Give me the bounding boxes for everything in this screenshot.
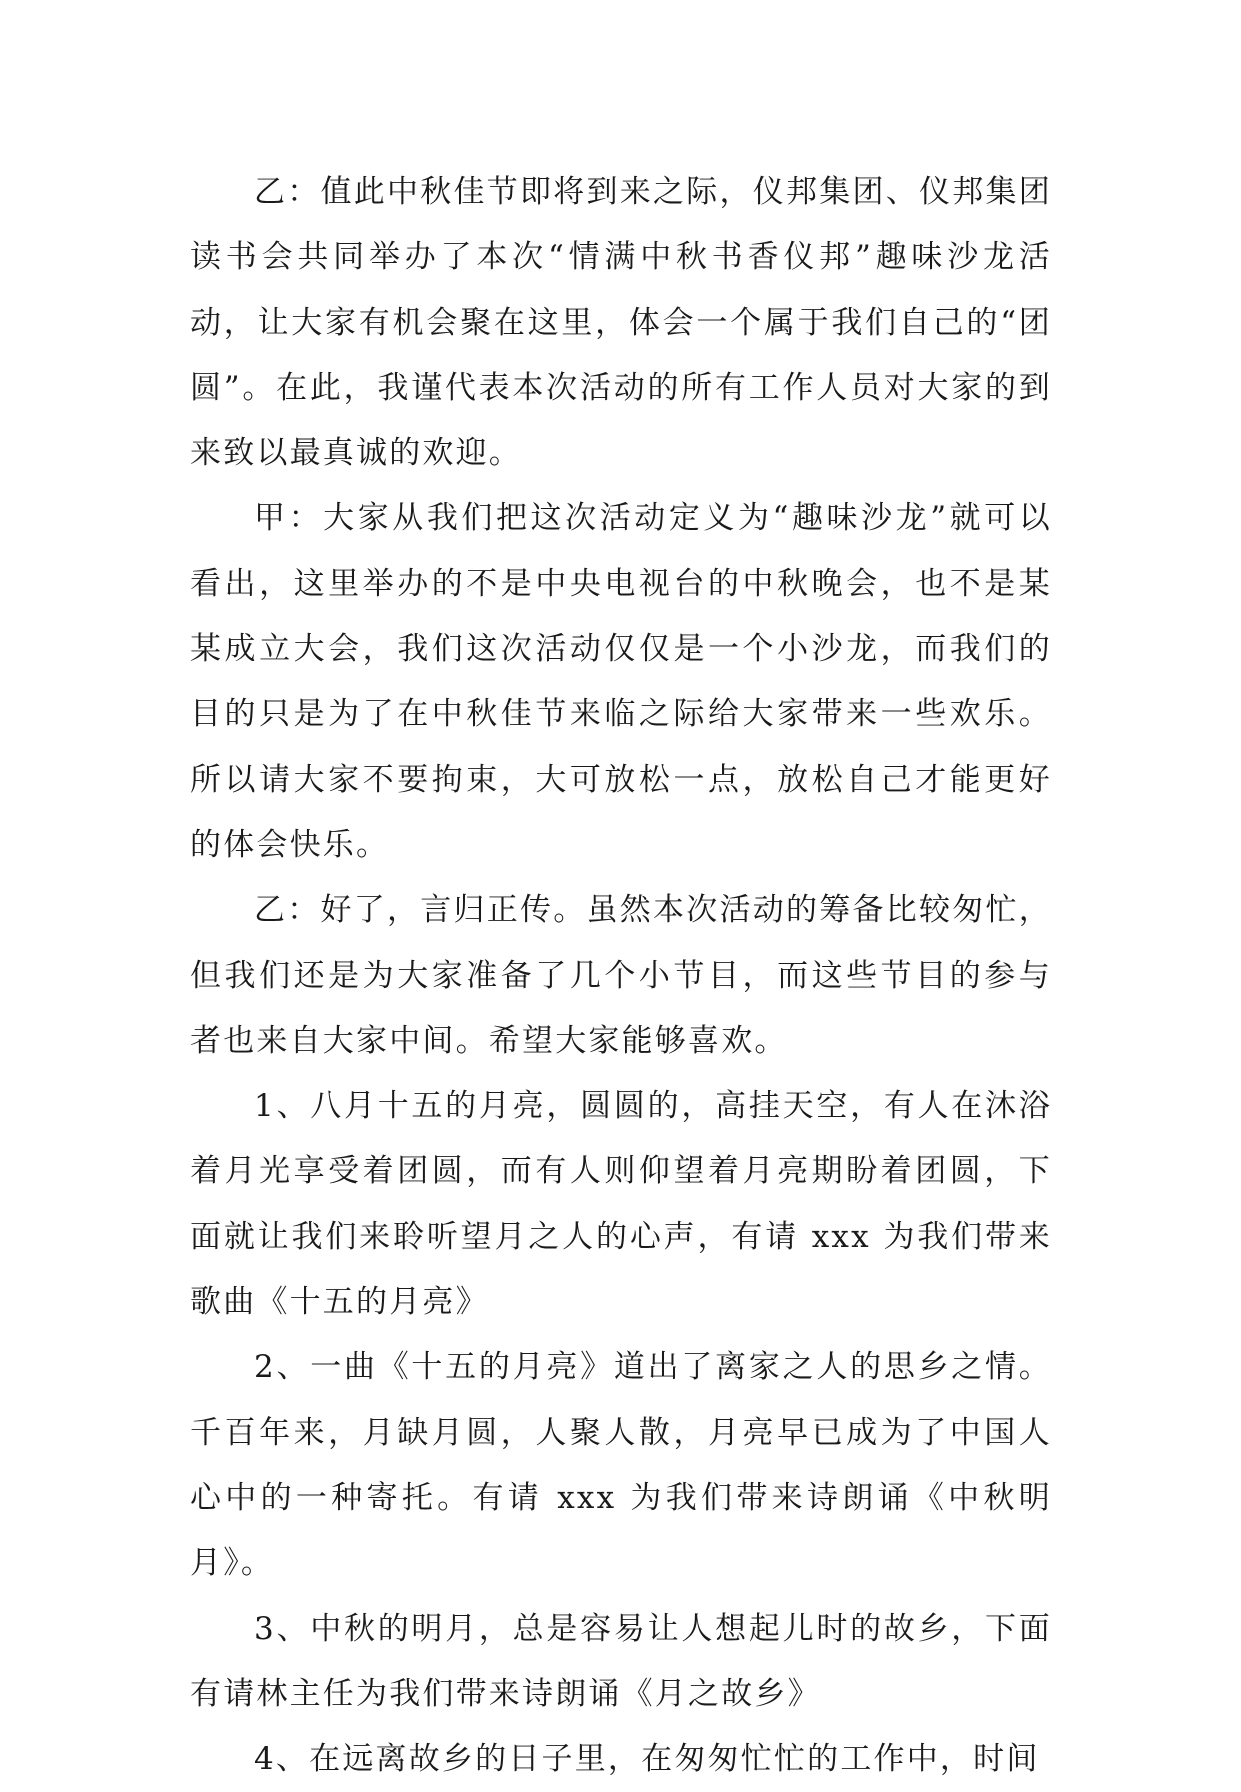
document-body	[190, 160, 1052, 1792]
paragraph-salon-intro: 甲：大家从我们把这次活动定义为“趣味沙龙”就可以看出，这里举办的不是中央电视台的中秋晚会，也不是某某成立大会，我们这次活动仅仅是一个小沙龙，而我们的目的只是为了在中秋佳节来临之际给大家带来一些欢乐。所以请大家不要拘束，大可放松一点，放松自己才能更好的体会快乐。	[190, 500, 1052, 863]
paragraph-item-2: 2、一曲《十五的月亮》道出了离家之人的思乡之情。千百年来，月缺月圆，人聚人散，月亮早已成为了中国人心中的一种寄托。有请 xxx 为我们带来诗朗诵《中秋明月》。	[190, 1349, 1052, 1582]
paragraph-item-3: 3、中秋的明月，总是容易让人想起儿时的故乡，下面有请林主任为我们带来诗朗诵《月之故乡》	[190, 1610, 1052, 1712]
paragraph-item-4: 4、在远离故乡的日子里，在匆匆忙忙的工作中，时间	[254, 1741, 1040, 1778]
paragraph-item-1: 1、八月十五的月亮，圆圆的，高挂天空，有人在沐浴着月光享受着团圆，而有人则仰望着月亮期盼着团圆，下面就让我们来聆听望月之人的心声，有请 xxx 为我们带来歌曲《十五的月亮》	[190, 1088, 1052, 1321]
paragraph-welcome: 乙：值此中秋佳节即将到来之际，仪邦集团、仪邦集团读书会共同举办了本次“情满中秋书香仪邦”趣味沙龙活动，让大家有机会聚在这里，体会一个属于我们自己的“团圆”。在此，我谨代表本次活动的所有工作人员对大家的到来致以最真诚的欢迎。	[190, 174, 1052, 472]
paragraph-program-intro: 乙：好了，言归正传。虽然本次活动的筹备比较匆忙，但我们还是为大家准备了几个小节目，而这些节目的参与者也来自大家中间。希望大家能够喜欢。	[190, 892, 1052, 1059]
